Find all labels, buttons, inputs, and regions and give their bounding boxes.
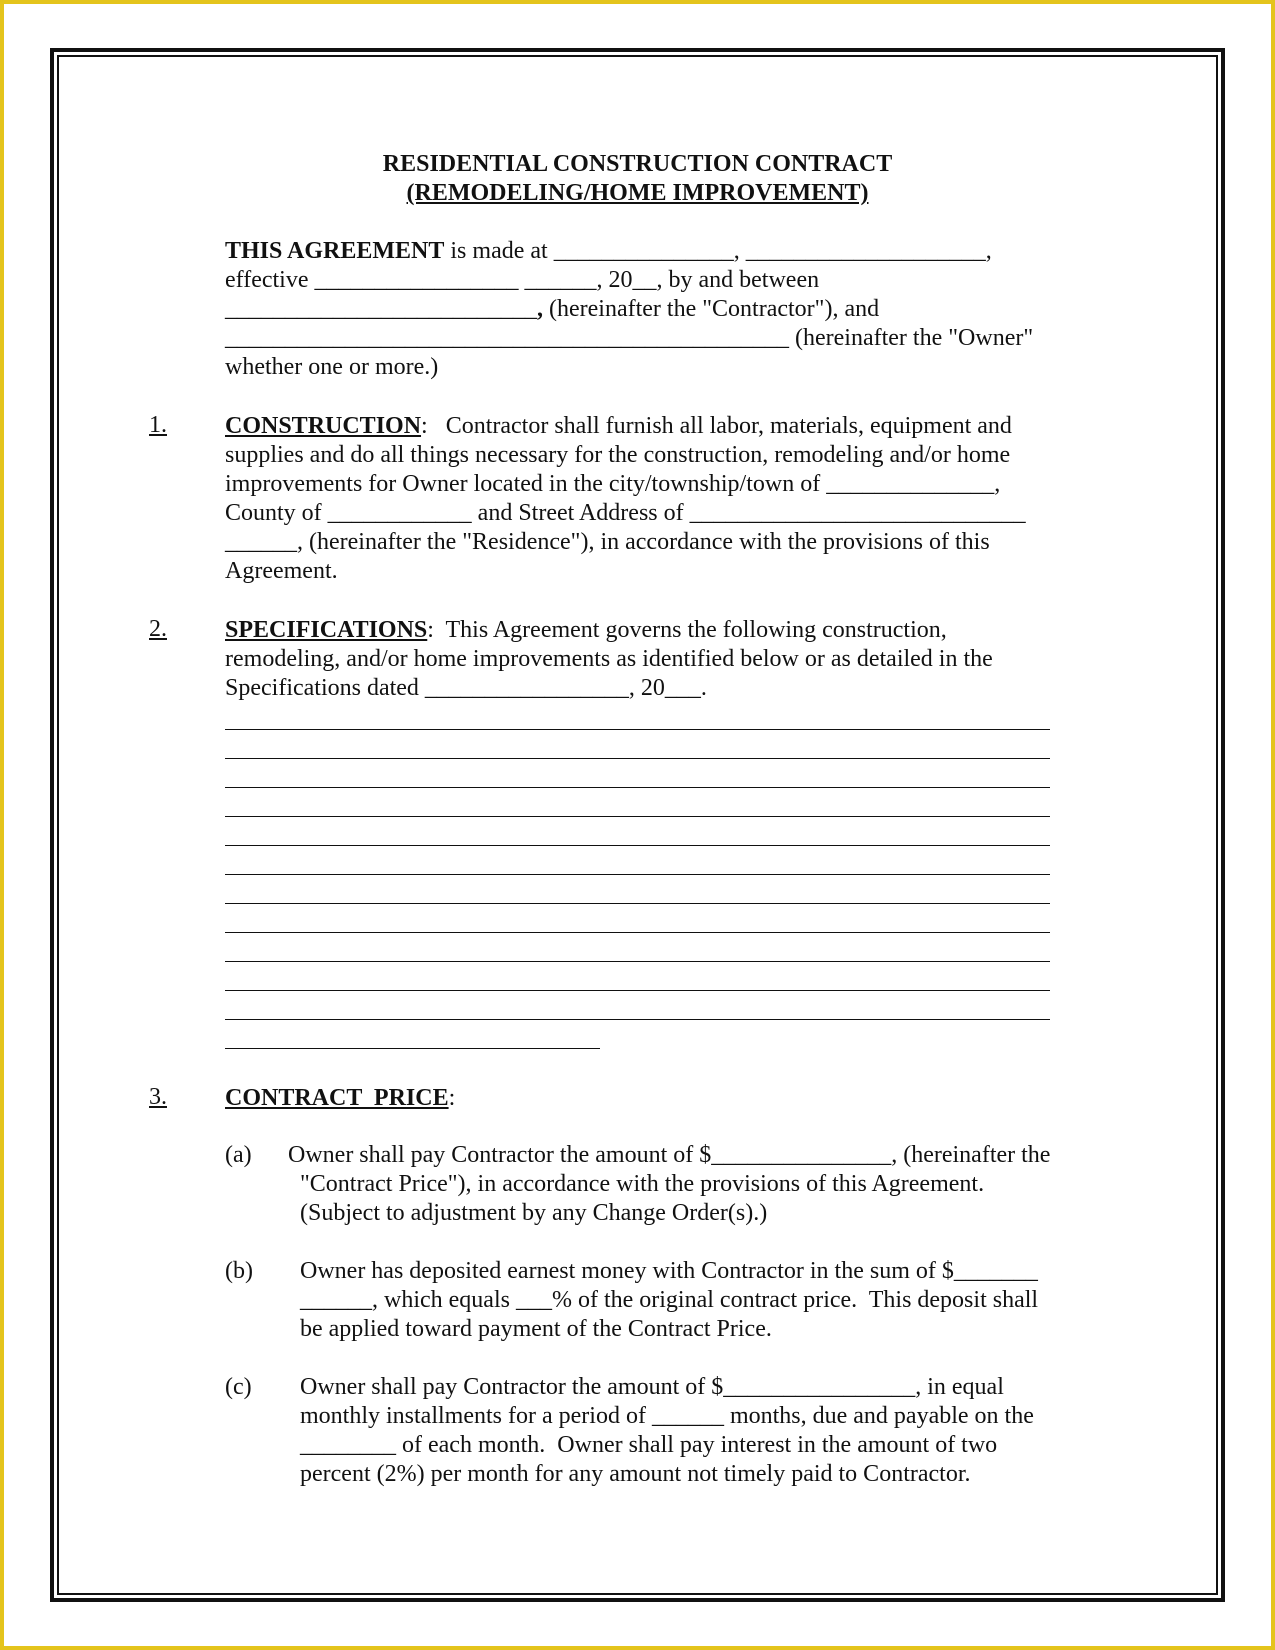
spec-blank-line[interactable] [225,961,1050,962]
intro-line-1-rest: is made at _______________, ____________________, [444,238,992,264]
section-2-line-1-rest: : This Agreement governs the following construction, [427,617,947,643]
document-subtitle: (REMODELING/HOME IMPROVEMENT) [406,180,869,206]
clause-a-label: (a) [225,1142,252,1168]
intro-line-3-blank: __________________________ [225,296,537,322]
spec-blank-line[interactable] [225,990,1050,991]
spec-blank-line-short[interactable] [225,1048,600,1049]
spec-blank-line[interactable] [225,1019,1050,1020]
section-3-heading-line [225,1084,455,1113]
clause-b-line-2: ______, which equals ___% of the original contract price. This deposit shall [300,1287,1039,1313]
document-title: RESIDENTIAL CONSTRUCTION CONTRACT [382,151,893,177]
section-2-line-1 [225,616,947,645]
spec-blank-line[interactable] [225,758,1050,759]
spec-blank-line[interactable] [225,932,1050,933]
section-1-line-2: supplies and do all things necessary for the construction, remodeling and/or home [225,442,1011,468]
section-2-line-2: remodeling, and/or home improvements as identified below or as detailed in the [225,646,993,672]
intro-line-2: effective _________________ ______, 20__, by and between [225,267,820,293]
clause-b-label: (b) [225,1258,253,1284]
section-2-line-3: Specifications dated _________________, 20___. [225,675,707,701]
clause-c-line-2: monthly installments for a period of ______ months, due and payable on the [300,1403,1034,1429]
clause-b-line-1: Owner has deposited earnest money with Contractor in the sum of $_______ [300,1258,1038,1284]
clause-a-line-2: "Contract Price"), in accordance with the provisions of this Agreement. [300,1171,985,1197]
section-1-line-1 [225,412,1012,441]
intro-line-5: whether one or more.) [225,354,439,380]
clause-a-line-3: (Subject to adjustment by any Change Order(s).) [300,1200,768,1226]
section-1-line-4: County of ____________ and Street Address of ____________________________ [225,500,1026,526]
spec-blank-line[interactable] [225,874,1050,875]
clause-a-line-1: Owner shall pay Contractor the amount of $_______________, (hereinafter the [288,1142,1051,1168]
spec-blank-line[interactable] [225,903,1050,904]
intro-line-3 [225,295,879,324]
intro-line-4: _______________________________________________ (hereinafter the "Owner" [225,325,1034,351]
section-1-line-5: ______, (hereinafter the "Residence"), in accordance with the provisions of this [225,529,990,555]
section-2-number: 2. [149,616,167,642]
intro-line-3-comma: , [537,296,543,322]
clause-c-line-3: ________ of each month. Owner shall pay interest in the amount of two [300,1432,998,1458]
clause-c-line-4: percent (2%) per month for any amount not timely paid to Contractor. [300,1461,971,1487]
spec-blank-line[interactable] [225,729,1050,730]
section-1-line-1-rest: : Contractor shall furnish all labor, materials, equipment and [421,413,1012,439]
spec-blank-line[interactable] [225,816,1050,817]
section-1-line-6: Agreement. [225,558,338,584]
section-3-heading: CONTRACT PRICE [225,1085,449,1111]
section-1-heading: CONSTRUCTION [225,413,422,439]
intro-line-3-rest: (hereinafter the "Contractor"), and [543,296,880,322]
section-2-heading: SPECIFICATIONS [225,617,428,643]
clause-b-line-3: be applied toward payment of the Contract Price. [300,1316,772,1342]
intro-lead: THIS AGREEMENT [225,238,445,264]
section-1-line-3: improvements for Owner located in the city/township/town of ______________, [225,471,1001,497]
section-3-number: 3. [149,1084,167,1110]
clause-c-label: (c) [225,1374,252,1400]
spec-blank-line[interactable] [225,845,1050,846]
intro-line-1 [225,237,992,266]
section-3-heading-suffix: : [448,1085,456,1111]
section-1-number: 1. [149,412,167,438]
spec-blank-line[interactable] [225,787,1050,788]
clause-c-line-1: Owner shall pay Contractor the amount of $________________, in equal [300,1374,1004,1400]
